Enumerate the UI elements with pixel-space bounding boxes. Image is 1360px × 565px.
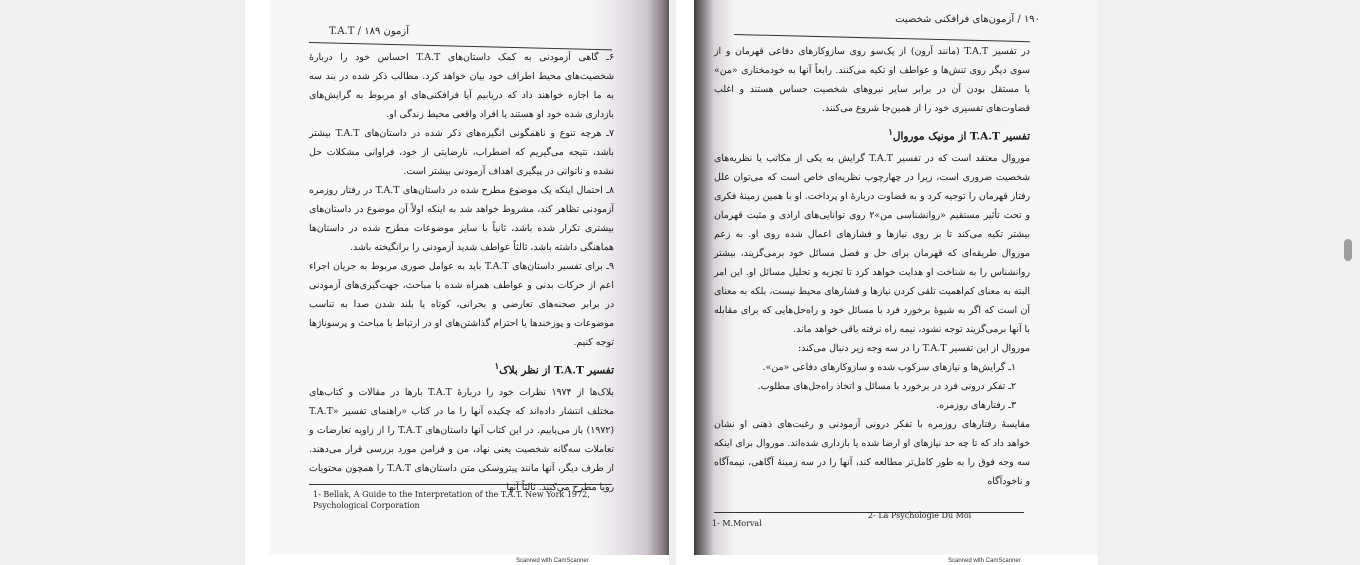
- left-item-9: ۹ـ برای تفسیر داستان‌های T.A.T باید به عوامل صوری مربوط به جریان اجراء اعم از حرکات بدنی و عواطف همراه شده با مباحث، جهت‌گیری‌های آزمودنی در برابر صحنه‌های تعارضی و بحرانی، کوتاه یا بلند شدن صدا به تناسب موضوعات و پوزخندها یا احترام گذاشتن‌های او در ارتباط با مباحث و پرسوناژها توجه کنیم.: [309, 261, 614, 348]
- right-paragraph: موروال معتقد است که در تفسیر T.A.T گرایش به یکی از مکاتب یا نظریه‌های شخصیت ضروری است، زیرا در چهارچوب نظریه‌ای خاص است که می‌توان علل رفتار قهرمان را توجیه کرد و به قضاوت دربارهٔ او پرداخت. او با همین زمینهٔ فکری و تحت تأثیر مستقیم «روانشناسی من»۲ روی توانایی‌های ارادی و مثبت قهرمان بیشتر تکیه می‌کند تا بر روی نیازها و فشارهای اعمال شده روی او. به زعم موروال طریقه‌ای که قهرمان برای حل و فصل مسائل خود برمی‌گزیند، بیشتر روانشناس را به شناخت او هدایت خواهد کرد تا تجزیه و تحلیل مسائل او. این امر البته به معنای کم‌اهمیت تلقی کردن نیازها و فشارهای محیط نیست، بلکه به معنای آن است که اگر به شیوهٔ برخورد فرد با مسائل خود و راه‌حل‌هایی که برای مقابله با آنها برمی‌گزیند توجه نشود، نیمه راه نرفته باقی خواهد ماند.: [714, 152, 1030, 335]
- right-subheading-text: تفسیر T.A.T از مونیک موروال: [892, 130, 1030, 143]
- right-page-header: [890, 14, 1040, 25]
- right-list-item-3: ۳ـ رفتارهای روزمره.: [936, 399, 1016, 411]
- right-page: [676, 0, 1098, 565]
- left-page-number: ۱۸۹: [364, 26, 381, 37]
- right-scanned-label: Scanned with CamScanner: [948, 558, 1021, 564]
- right-list-item-1: ۱ـ گرایش‌ها و نیازهای سرکوب شده و سازوکارهای دفاعی «من».: [762, 361, 1016, 373]
- left-item-6: ۶ـ گاهی آزمودنی به کمک داستان‌های T.A.T احساس خود را دربارهٔ شخصیت‌های محیط اطراف خود بیان خواهد کرد. مطالب ذکر شده در بند سه به ما اجازه خواهند داد که دریابیم آیا فرافکنی‌های او مربوط به گرایش‌های بازداری شده خود او هستند یا افراد واقعی محیط زندگی او.: [309, 52, 614, 120]
- left-page-header: [309, 26, 409, 37]
- right-page-header-separator: /: [1017, 14, 1021, 25]
- right-closing: مقایسهٔ رفتارهای روزمره با تفکر درونی آزمودنی و رغبت‌های ذهنی او نشان خواهد داد که تا چه حد نیازهای او ارضا شده یا بازداری شده‌اند. موروال برای اینکه سه وجه فوق را به طور کامل‌تر مطالعه کند، آنها را در سه زمینهٔ آگاهی، نیمه‌آگاه و ناخودآگاه: [714, 418, 1030, 487]
- left-paragraph: بلاک‌ها از ۱۹۷۴ نظرات خود را دربارهٔ T.A.T بارها در مقالات و کتاب‌های مختلف انتشار داده‌اند که چکیده آنها را ما در کتاب «راهنمای تفسیر T.A.T» (۱۹۷۲) باز می‌یابیم. در این کتاب آنها داستان‌های T.A.T را از زاویه تعارضات و تعاملات سه‌گانه شخصیت یعنی نهاد، من و فرامن مورد بررسی قرار می‌دهند. از طرف دیگر، آنها مانند پیتروسکی متن داستان‌های T.A.T را همچون محتویات رویا مطرح می‌کنند. ثالثاً آنها: [309, 386, 614, 493]
- left-page-header-separator: /: [357, 26, 362, 37]
- right-list-intro: موروال از این تفسیر T.A.T را در سه وجه زیر دنبال می‌کند:: [797, 342, 1030, 354]
- left-subheading-text: تفسیر T.A.T از نظر بلاک: [499, 364, 614, 377]
- vertical-scrollbar[interactable]: [1340, 0, 1360, 565]
- right-intro: در تفسیر T.A.T (مانند آرون) از یک‌سو روی سازوکارهای دفاعی قهرمان و از سوی دیگر روی تنش‌ها و عواطف او تکیه می‌کنند. رابعاً آنها به خودمختاری «من» یا مستقل بودن آن در برابر سایر نیروهای شخصیت حساس هستند و اغلب قضاوت‌های تفسیری خود را از همین‌جا شروع می‌کنند.: [714, 46, 1030, 114]
- left-footnote: 1- Bellak, A Guide to the Interpretation of the T.A.T. New York 1972, Psychological Corporation: [313, 490, 590, 510]
- left-footnote-rule: [309, 484, 612, 485]
- right-subheading: [714, 124, 1030, 147]
- left-page-scan: [269, 0, 669, 555]
- right-header-rule: [734, 34, 1030, 42]
- left-item-7: ۷ـ هرچه تنوع و ناهمگونی انگیزه‌های ذکر شده در داستان‌های T.A.T بیشتر باشد، نتیجه می‌گیریم که اضطراب، نارضایتی از خود، فراوانی مشکلات حل نشده و ناتوانی در پیگیری اهداف آزمودنی بیشتر است.: [309, 128, 614, 177]
- left-page-body: [309, 48, 614, 497]
- left-subheading-note: ۱: [494, 362, 500, 372]
- right-page-header-title: آزمون‌های فرافکنی شخصیت: [895, 14, 1015, 25]
- right-page-body: [714, 42, 1030, 491]
- right-footnote-1: 1- M.Morval: [712, 519, 762, 528]
- right-subheading-note: ۱: [888, 128, 893, 138]
- right-footnote-2: 2- La Psychologie Du Moi: [868, 511, 972, 520]
- left-subheading: [309, 358, 614, 381]
- left-page: [245, 0, 669, 565]
- left-page-header-title: آزمون T.A.T: [329, 26, 409, 37]
- right-list-item-2: ۲ـ تفکر درونی فرد در برخورد با مسائل و اتخاذ راه‌حل‌های مطلوب.: [757, 380, 1016, 392]
- left-item-8: ۸ـ احتمال اینکه یک موضوع مطرح شده در داستان‌های T.A.T در رفتار روزمره آزمودنی تظاهر کند، مشروط خواهد شد به اینکه اولاً آن موضوع در داستان‌های بیشتری تکرار شده باشد، ثانیاً با سایر موضوعات مطرح شده در داستان‌ها هماهنگی داشته باشد، ثالثاً عواطف شدید آزمودنی را برانگیخته باشد.: [309, 185, 614, 253]
- right-page-scan: [694, 0, 1098, 555]
- right-page-number: ۱۹۰: [1023, 14, 1040, 25]
- scrollbar-thumb[interactable]: [1344, 239, 1352, 261]
- right-list: [714, 358, 1030, 415]
- left-scanned-label: Scanned with CamScanner: [516, 558, 589, 564]
